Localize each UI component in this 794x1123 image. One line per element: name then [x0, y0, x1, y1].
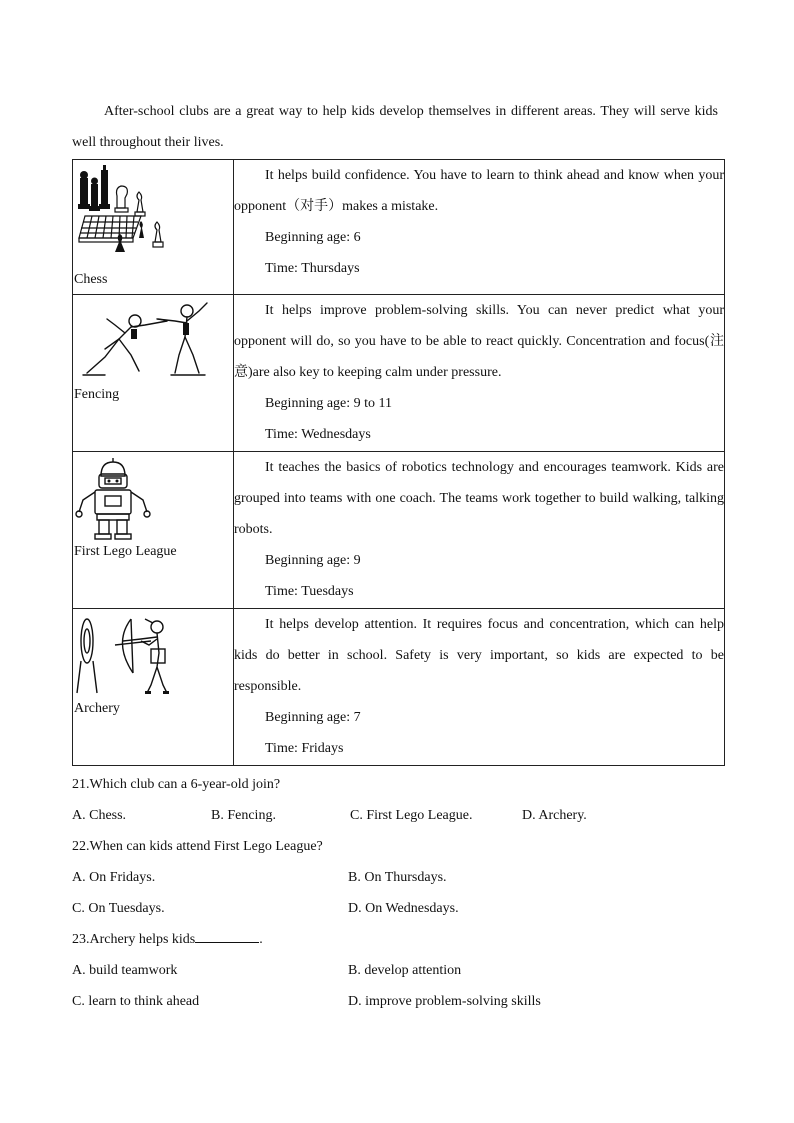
answer-blank[interactable]: [195, 928, 259, 943]
question-23-stem-end: .: [259, 932, 263, 947]
option-b[interactable]: B. On Thursdays.: [348, 870, 447, 885]
question-23-stem-text: 23.Archery helps kids: [72, 932, 196, 947]
club-description-cell: [234, 609, 725, 766]
question-22-stem: 22.When can kids attend First Lego League?: [72, 839, 323, 854]
question-23-options: [72, 955, 722, 986]
option-a[interactable]: A. On Fridays.: [72, 870, 156, 885]
club-time: Time: Wednesdays: [265, 427, 371, 442]
archer-icon: [75, 613, 175, 697]
club-name-first-lego-league: First Lego League: [74, 544, 177, 559]
option-c[interactable]: C. On Tuesdays.: [72, 901, 165, 916]
option-d[interactable]: D. On Wednesdays.: [348, 901, 459, 916]
fencers-icon: [75, 299, 215, 383]
option-a[interactable]: A. build teamwork: [72, 963, 178, 978]
option-c[interactable]: C. First Lego League.: [350, 808, 473, 823]
club-image-cell: [73, 160, 234, 295]
club-description-cell: [234, 160, 725, 295]
club-row-chess: [73, 160, 725, 295]
question-23-stem: [72, 924, 722, 955]
club-time: Time: Tuesdays: [265, 584, 354, 599]
club-row-first-lego-league: [73, 452, 725, 609]
option-d[interactable]: D. improve problem-solving skills: [348, 994, 541, 1009]
club-beginning-age: Beginning age: 7: [265, 710, 361, 725]
club-description: It helps improve problem-solving skills. You can never predict what your opponent will do, so you have to be able to react quickly. Concentration and focus(注意)are also key to keeping calm under pressure.: [234, 303, 724, 380]
option-b[interactable]: B. develop attention: [348, 963, 462, 978]
club-image-cell: [73, 452, 234, 609]
club-beginning-age: Beginning age: 9: [265, 553, 361, 568]
question-23-options: [72, 986, 722, 1017]
club-description: It teaches the basics of robotics technology and encourages teamwork. Kids are grouped into teams with one coach. The teams work together to build walking, talking robots.: [234, 460, 724, 537]
club-image-cell: [73, 609, 234, 766]
option-a[interactable]: A. Chess.: [72, 808, 127, 823]
option-c[interactable]: C. learn to think ahead: [72, 994, 200, 1009]
club-name-archery: Archery: [74, 701, 120, 716]
clubs-table: [72, 159, 725, 766]
club-row-archery: [73, 609, 725, 766]
club-row-fencing: [73, 295, 725, 452]
question-21-options: [72, 800, 722, 831]
club-description-cell: [234, 452, 725, 609]
club-description-cell: [234, 295, 725, 452]
club-name-chess: Chess: [74, 272, 108, 287]
option-b[interactable]: B. Fencing.: [211, 808, 276, 823]
intro-paragraph: After-school clubs are a great way to help kids develop themselves in different areas. They will serve kids well throughout their lives.: [72, 104, 718, 150]
question-22-options: [72, 893, 722, 924]
club-image-cell: [73, 295, 234, 452]
club-name-fencing: Fencing: [74, 387, 120, 402]
club-beginning-age: Beginning age: 6: [265, 230, 361, 245]
club-time: Time: Fridays: [265, 741, 344, 756]
option-d[interactable]: D. Archery.: [522, 808, 587, 823]
question-22-options: [72, 862, 722, 893]
question-21-stem: 21.Which club can a 6-year-old join?: [72, 777, 281, 792]
club-description: It helps develop attention. It requires focus and concentration, which can help kids do better in school. Safety is very important, so kids are expected to be responsible.: [234, 617, 724, 694]
club-description: It helps build confidence. You have to learn to think ahead and know when your opponent（对手）makes a mistake.: [234, 168, 724, 214]
club-beginning-age: Beginning age: 9 to 11: [265, 396, 393, 411]
club-time: Time: Thursdays: [265, 261, 360, 276]
chess-pieces-icon: [75, 164, 171, 256]
robot-icon: [75, 456, 151, 540]
questions-section: [72, 769, 722, 1017]
